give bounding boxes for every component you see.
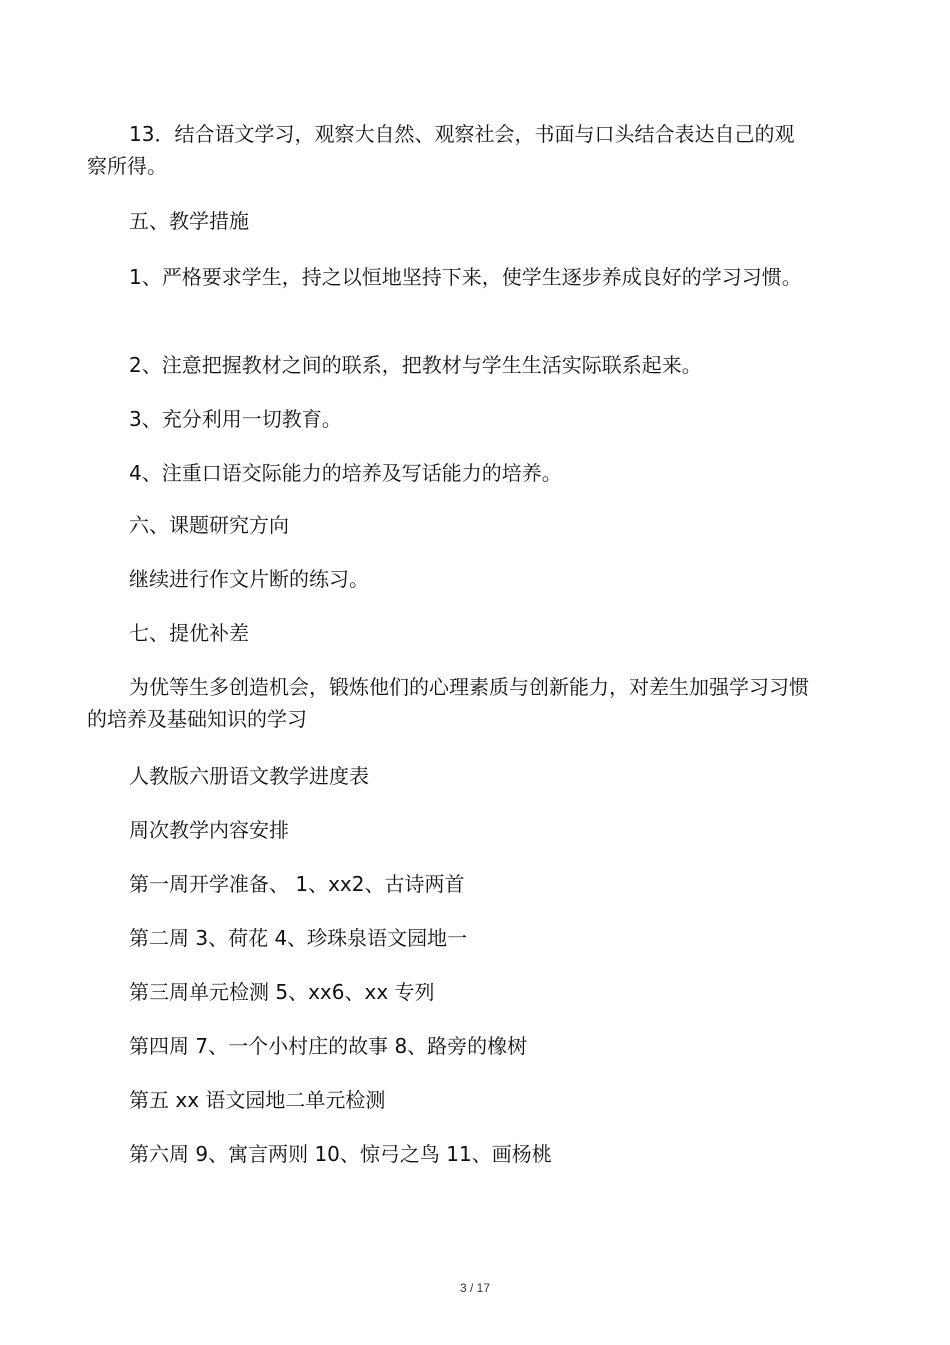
schedule-week-4: 第四周 7、一个小村庄的故事 8、路旁的橡树	[129, 1034, 528, 1058]
heading-tutoring: 七、提优补差	[129, 621, 249, 645]
schedule-week-3: 第三周单元检测 5、xx6、xx 专列	[129, 980, 435, 1004]
paragraph-measure-4: 4、注重口语交际能力的培养及写话能力的培养。	[129, 461, 562, 485]
schedule-week-6: 第六周 9、寓言两则 10、惊弓之鸟 11、画杨桃	[129, 1142, 552, 1166]
heading-teaching-measures: 五、教学措施	[129, 209, 249, 233]
paragraph-measure-3: 3、充分利用一切教育。	[129, 407, 342, 431]
paragraph-measure-2: 2、注意把握教材之间的联系，把教材与学生生活实际联系起来。	[129, 353, 702, 377]
paragraph-measure-1: 1、严格要求学生，持之以恒地坚持下来，使学生逐步养成良好的学习习惯。	[129, 265, 802, 289]
schedule-week-5: 第五 xx 语文园地二单元检测	[129, 1088, 386, 1112]
schedule-title: 人教版六册语文教学进度表	[129, 764, 369, 788]
paragraph-research: 继续进行作文片断的练习。	[129, 567, 369, 591]
page-number: 3 / 17	[459, 1281, 491, 1295]
heading-research-direction: 六、课题研究方向	[129, 513, 289, 537]
schedule-week-1: 第一周开学准备、 1、xx2、古诗两首	[129, 872, 465, 896]
paragraph-tutoring: 为优等生多创造机会，锻炼他们的心理素质与创新能力，对差生加强学习习惯的培养及基础知识的学习	[87, 675, 809, 731]
paragraph-goal-13: 13．结合语文学习，观察大自然、观察社会，书面与口头结合表达自己的观察所得。	[87, 122, 795, 178]
schedule-week-2: 第二周 3、荷花 4、珍珠泉语文园地一	[129, 926, 468, 950]
schedule-header: 周次教学内容安排	[129, 818, 289, 842]
